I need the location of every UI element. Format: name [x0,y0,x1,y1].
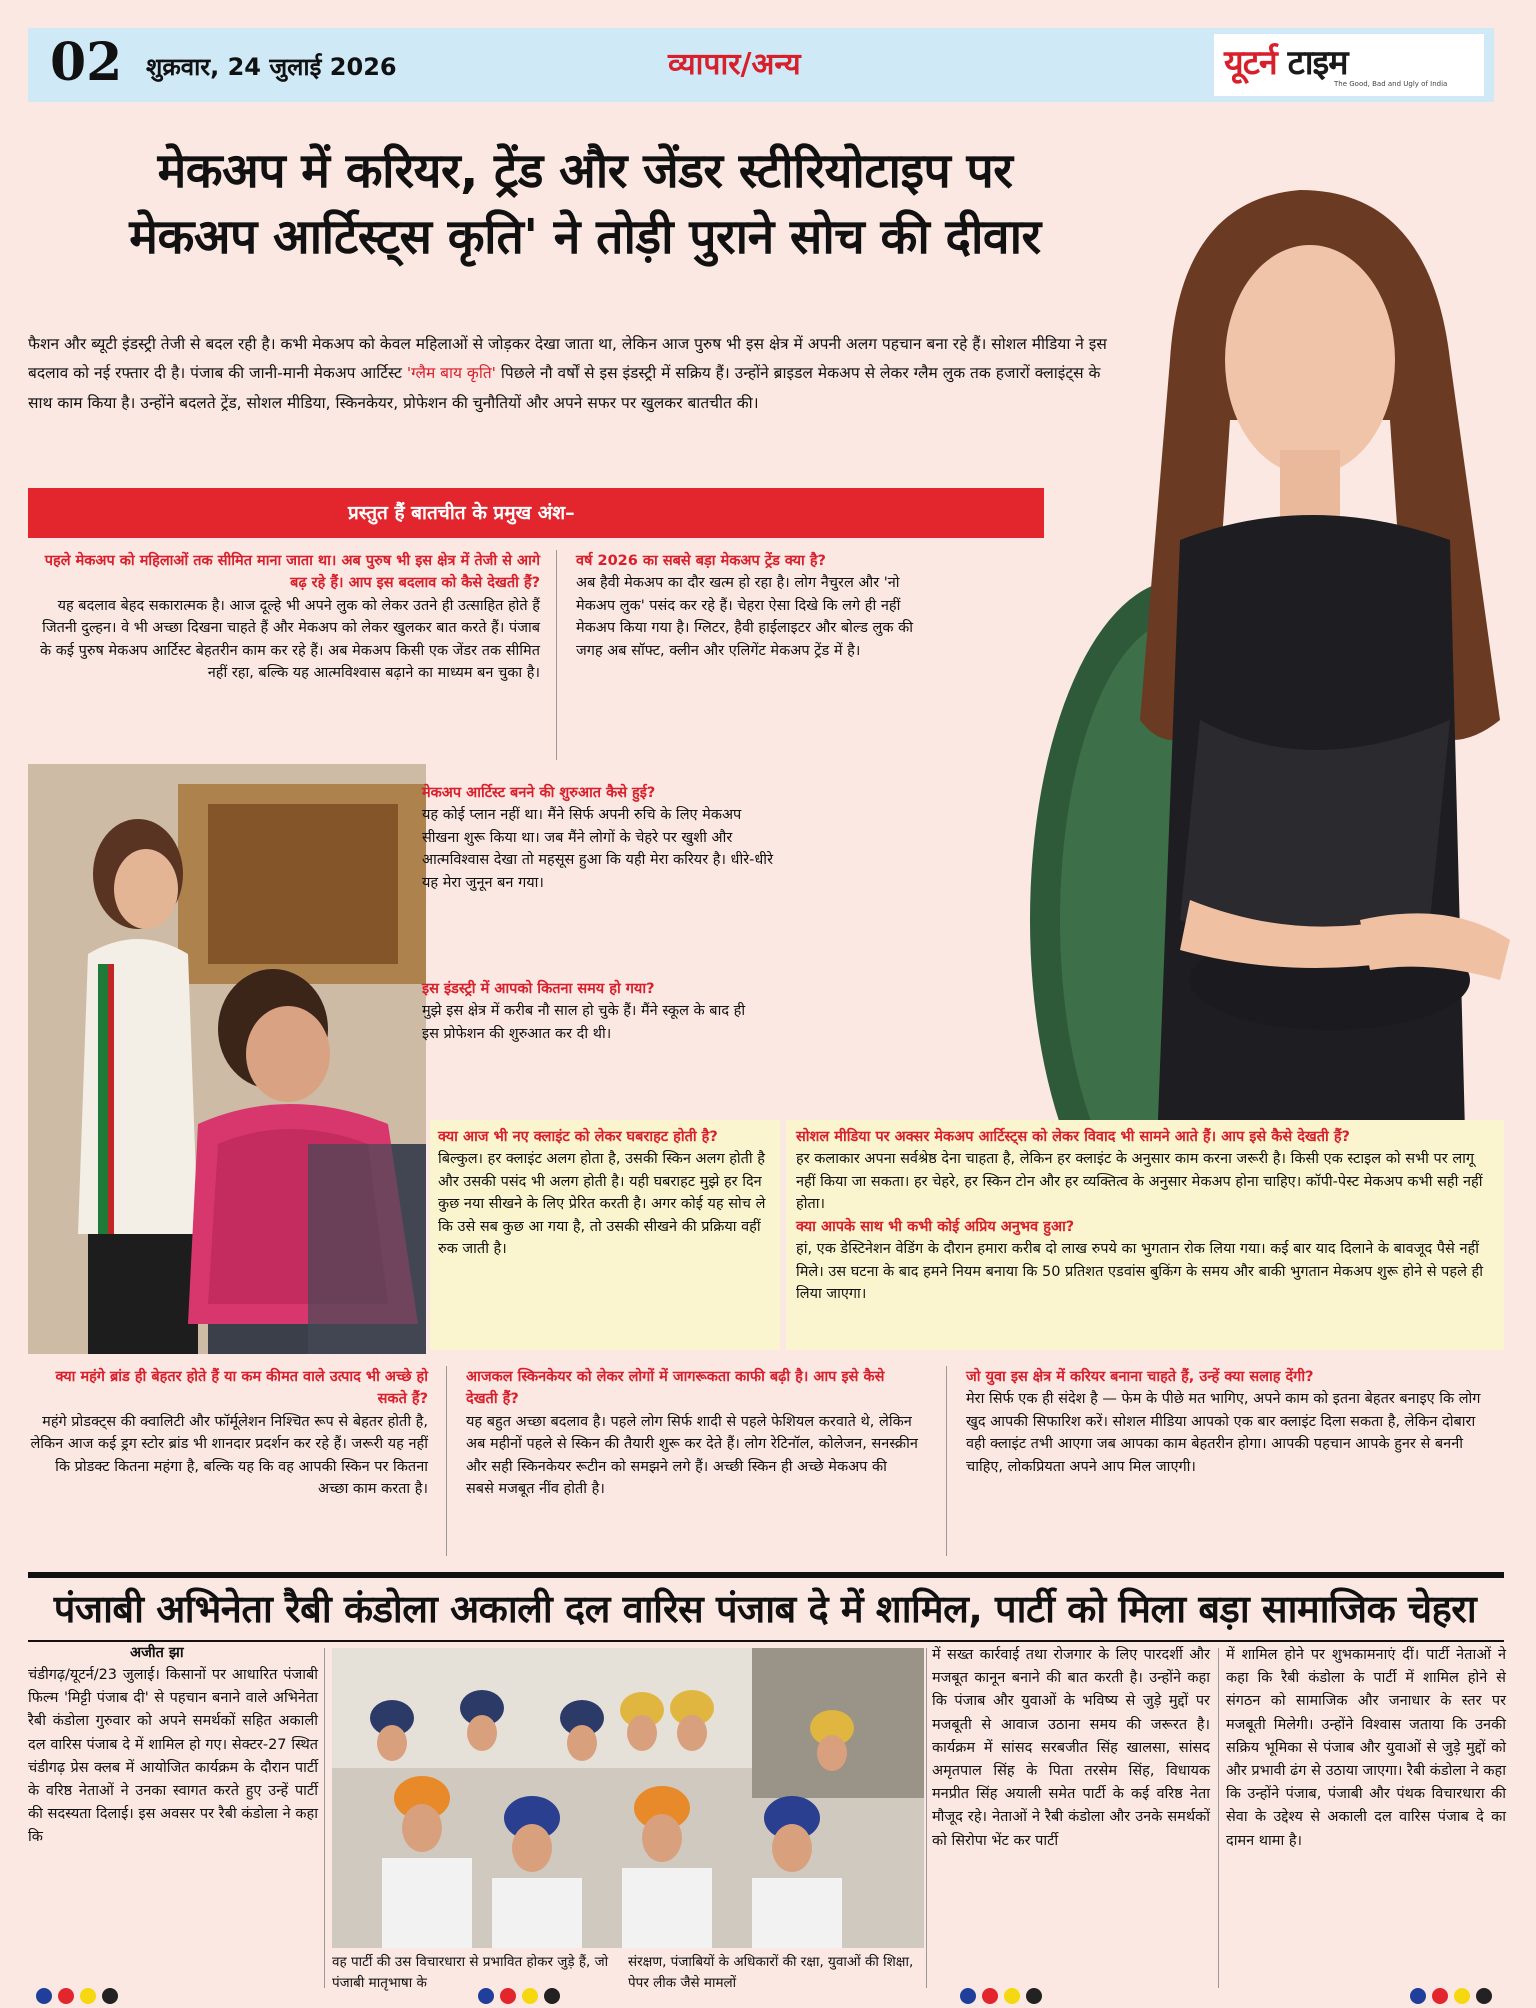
answer: हर कलाकार अपना सर्वश्रेष्ठ देना चाहता है, लेकिन हर क्लाइंट के अनुसार काम करना जरूरी है। किसी एक स्टाइल को सभी पर लागू नहीं किया जा सकता। हर चेहरे, हर स्किन टोन और हर व्यक्तित्व के अनुसार मेकअप होना चाहिए। कॉपी-पेस्ट मेकअप कभी सही नहीं होता। [796,1151,1483,1213]
section-name: व्यापार/अन्य [668,47,801,82]
registration-dot [1026,1988,1042,2004]
logo-part1: यूटर्न [1224,43,1277,83]
registration-marks-center [478,1988,560,2004]
page-header [28,28,1494,102]
registration-dot [1476,1988,1492,2004]
photo-caption-left: वह पार्टी की उस विचारधारा से प्रभावित होकर जुड़े हैं, जो पंजाबी मातृभाषा के [332,1954,609,1991]
registration-dot [58,1988,74,2004]
qa-item [28,550,540,685]
registration-dot [36,1988,52,2004]
question: मेकअप आर्टिस्ट बनने की शुरुआत कैसे हुई? [422,785,656,801]
answer: महंगे प्रोडक्ट्स की क्वालिटी और फॉर्मूलेशन निश्चित रूप से बेहतर होती है, लेकिन आज कई ड्रग स्टोर ब्रांड भी शानदार प्रदर्शन कर रहे हैं। जरूरी यह नहीं कि प्रोडक्ट कितना महंगा है, बल्कि यह कि वह आपकी स्किन पर कितना अच्छा काम करता है। [30,1413,428,1498]
issue-date: शुक्रवार, 24 जुलाई 2026 [146,53,397,81]
column-divider [946,1366,947,1556]
photo-caption-right: संरक्षण, पंजाबियों के अधिकारों की रक्षा, युवाओं की शिक्षा, पेपर लीक जैसे मामलों [628,1954,914,1991]
registration-dot [1432,1988,1448,2004]
question: वर्ष 2026 का सबसे बड़ा मेकअप ट्रेंड क्या है? [576,553,826,569]
registration-dot [1004,1988,1020,2004]
registration-dot [522,1988,538,2004]
answer: यह बहुत अच्छा बदलाव है। पहले लोग सिर्फ शादी से पहले फेशियल करवाते थे, लेकिन अब महीनों पहले से स्किन की तैयारी शुरू कर देते हैं। लोग रेटिनॉल, कोलेजन, सनस्क्रीन और सही स्किनकेयर रूटीन को समझने लगे हैं। अच्छी स्किन ही अच्छे मेकअप की सबसे मजबूत नींव होती है। [466,1413,918,1498]
registration-dot [80,1988,96,2004]
column-divider [556,550,557,760]
intro-text-end: पिछले नौ वर्षों से इस इंडस्ट्री में सक्रिय हैं। उन्होंने ब्राइडल मेकअप से लेकर ग्लैम लुक तक हजारों क्लाइंट्स के साथ काम किया है। उन्होंने बदलते ट्रेंड, सोशल मीडिया, स्किनकेयर, प्रोफेशन की चुनौतियों और अपने सफर पर खुलकर बातचीत की। [28,364,1101,412]
logo-tagline: The Good, Bad and Ugly of India [1334,80,1448,88]
column-divider [324,1648,325,1988]
story1-intro [28,330,1124,418]
answer: हां, एक डेस्टिनेशन वेडिंग के दौरान हमारा करीब दो लाख रुपये का भुगतान रोक लिया गया। कई बार याद दिलाने के बावजूद पैसे नहीं मिले। उस घटना के बाद हमने नियम बनाया कि 50 प्रतिशत एडवांस बुकिंग के समय और बाकी भुगतान मेकअप शुरू होने से पहले ही लिया जाएगा। [796,1241,1483,1303]
question: जो युवा इस क्षेत्र में करियर बनाना चाहते हैं, उन्हें क्या सलाह देंगी? [966,1369,1314,1385]
headline-line-1: मेकअप में करियर, ट्रेंड और जेंडर स्टीरियोटाइप पर [157,143,1013,199]
press-conference-photo [332,1648,924,1948]
question: क्या आज भी नए क्लाइंट को लेकर घबराहट होती है? [438,1129,718,1145]
registration-dot [500,1988,516,2004]
qa-item [796,1126,1496,1306]
registration-dot [478,1988,494,2004]
qa-item [576,550,926,662]
makeup-session-photo [28,764,426,1354]
story1-headline [30,138,1140,270]
interview-banner: प्रस्तुत हैं बातचीत के प्रमुख अंश– [28,488,1044,538]
question: आजकल स्किनकेयर को लेकर लोगों में जागरूकता काफी बढ़ी है। आप इसे कैसे देखती हैं? [466,1369,885,1408]
story2-column-4: में शामिल होने पर शुभकामनाएं दीं। पार्टी नेताओं ने कहा कि रैबी कंडोला के पार्टी में शामिल होने से संगठन को सामाजिक और जनाधार के स्तर पर मजबूती मिलेगी। उन्होंने विश्वास जताया कि उनकी सक्रिय भूमिका से पंजाब और युवाओं से जुड़े मुद्दों को और प्रभावी ढंग से उठाया जाएगा। रैबी कंडोला ने कहा कि उन्होंने पंजाब, पंजाबी और पंथक विचारधारा की सेवा के उद्देश्य से अकाली दल वारिस पंजाब दे का दामन थामा है। [1226,1647,1506,1849]
answer: अब हैवी मेकअप का दौर खत्म हो रहा है। लोग नैचुरल और 'नो मेकअप लुक' पसंद कर रहे हैं। चेहरा ऐसा दिखे कि लगे ही नहीं मेकअप किया गया है। ग्लिटर, हैवी हाईलाइटर और बोल्ड लुक की जगह अब सॉफ्ट, क्लीन और एलिगेंट मेकअप ट्रेंड में है। [576,575,914,659]
story-separator [28,1640,1504,1642]
registration-dot [960,1988,976,2004]
registration-dot [982,1988,998,2004]
answer: बिल्कुल। हर क्लाइंट अलग होता है, उसकी स्किन अलग होती है और उसकी पसंद भी अलग होती है। यही घबराहट मुझे हर दिन कुछ नया सीखने के लिए प्रेरित करती है। अगर कोई यह सोच ले कि उसे सब कुछ आ गया है, तो उसकी सीखने की प्रक्रिया वहीं रुक जाती है। [438,1151,766,1258]
column-divider [926,1648,927,1988]
story-separator [28,1572,1504,1578]
answer: मेरा सिर्फ एक ही संदेश है — फेम के पीछे मत भागिए, अपने काम को इतना बेहतर बनाइए कि लोग खुद आपकी सिफारिश करें। सोशल मीडिया आपको एक बार क्लाइंट दिला सकता है, लेकिन दोबारा वही क्लाइंट तभी आएगा जब आपका काम बेहतरीन होगा। आपकी पहचान आपके हुनर से बननी चाहिए, लोकप्रियता अपने आप मिल जाएगी। [966,1391,1481,1475]
answer: यह कोई प्लान नहीं था। मैंने सिर्फ अपनी रुचि के लिए मेकअप सीखना शुरू किया था। जब मैंने लोगों के चेहरे पर खुशी और आत्मविश्वास देखा तो महसूस हुआ कि यही मेरा करियर है। धीरे-धीरे यह मेरा जुनून बन गया। [422,807,773,891]
headline-line-2: मेकअप आर्टिस्ट्स कृति' ने तोड़ी पुराने सोच की दीवार [129,209,1041,266]
story2-column-3: में सख्त कार्रवाई तथा रोजगार के लिए पारदर्शी और मजबूत कानून बनाने की बात करती है। उन्होंने कहा कि पंजाब और युवाओं के भविष्य से जुड़े मुद्दों पर मजबूती से आवाज उठाना समय की जरूरत है। कार्यक्रम में सांसद सरबजीत सिंह खालसा, सांसद अमृतपाल सिंह के पिता तरसेम सिंह, विधायक मनप्रीत सिंह अयाली समेत पार्टी के कई वरिष्ठ नेता मौजूद रहे। नेताओं ने रैबी कंडोला और उनके समर्थकों को सिरोपा भेंट कर पार्टी [932,1647,1210,1849]
question: इस इंडस्ट्री में आपको कितना समय हो गया? [422,981,655,997]
answer: यह बदलाव बेहद सकारात्मक है। आज दूल्हे भी अपने लुक को लेकर उतने ही उत्साहित होते हैं जितनी दुल्हन। वे भी अच्छा दिखना चाहते हैं और मेकअप को लेकर खुलकर बात करते हैं। पंजाब के कई पुरुष मेकअप आर्टिस्ट बेहतरीन काम कर रहे हैं। अब मेकअप किसी एक जेंडर तक सीमित नहीं रहा, बल्कि यह आत्मविश्वास बढ़ाने का माध्यम बन चुका है। [40,597,540,682]
registration-marks-left [36,1988,118,2004]
logo-part2: टाइम [1287,43,1348,83]
story2-column-1: चंडीगढ़/यूटर्न/23 जुलाई। किसानों पर आधारित पंजाबी फिल्म 'मिट्टी पंजाब दी' से पहचान बनाने वाले अभिनेता रैबी कंडोला गुरुवार को अपने समर्थकों सहित अकाली दल वारिस पंजाब दे में शामिल हो गए। सेक्टर-27 स्थित चंडीगढ़ प्रेस क्लब में आयोजित कार्यक्रम के दौरान पार्टी के वरिष्ठ नेताओं ने उनका स्वागत करते हुए उन्हें पार्टी की सदस्यता दिलाई। इस अवसर पर रैबी कंडोला ने कहा कि [28,1667,318,1846]
column-divider [446,1366,447,1556]
column-divider [1218,1648,1219,1988]
answer: मुझे इस क्षेत्र में करीब नौ साल हो चुके हैं। मैंने स्कूल के बाद ही इस प्रोफेशन की शुरुआत कर दी थी। [422,1003,746,1042]
registration-marks-right-center [960,1988,1042,2004]
question: सोशल मीडिया पर अक्सर मेकअप आर्टिस्ट्स को लेकर विवाद भी सामने आते हैं। आप इसे कैसे देखती हैं? [796,1129,1350,1145]
qa-item [466,1366,918,1501]
question: क्या महंगे ब्रांड ही बेहतर होते हैं या कम कीमत वाले उत्पाद भी अच्छे हो सकते हैं? [55,1369,428,1408]
registration-marks-right [1410,1988,1492,2004]
qa-item [28,1366,428,1501]
intro-highlight: 'ग्लैम बाय कृति' [406,364,496,383]
question: पहले मेकअप को महिलाओं तक सीमित माना जाता था। अब पुरुष भी इस क्षेत्र में तेजी से आगे बढ़ रहे हैं। आप इस बदलाव को कैसे देखती हैं? [44,553,540,592]
qa-item [438,1126,768,1261]
qa-item [966,1366,1486,1478]
intro-text-start: फैशन और ब्यूटी इंडस्ट्री तेजी से बदल रही है। कभी मेकअप को केवल महिलाओं से जोड़कर देखा जाता था, लेकिन आज पुरुष भी इस क्षेत्र में अपनी अलग पहचान बना रहे हैं। सोशल मीडिया ने इस बदलाव को नई रफ्तार दी है। पंजाब की जानी-मानी मेकअप आर्टिस्ट [28,335,1107,383]
registration-dot [1410,1988,1426,2004]
story2-headline: पंजाबी अभिनेता रैबी कंडोला अकाली दल वारिस पंजाब दे में शामिल, पार्टी को मिला बड़ा सामाजिक चेहरा [53,1587,1477,1631]
registration-dot [1454,1988,1470,2004]
qa-item [422,978,762,1045]
qa-item [422,782,774,894]
byline: अजीत झा [130,1645,184,1661]
registration-dot [544,1988,560,2004]
page-number: 02 [50,32,123,93]
newspaper-logo [1214,34,1484,96]
registration-dot [102,1988,118,2004]
question: क्या आपके साथ भी कभी कोई अप्रिय अनुभव हुआ? [796,1218,1075,1235]
